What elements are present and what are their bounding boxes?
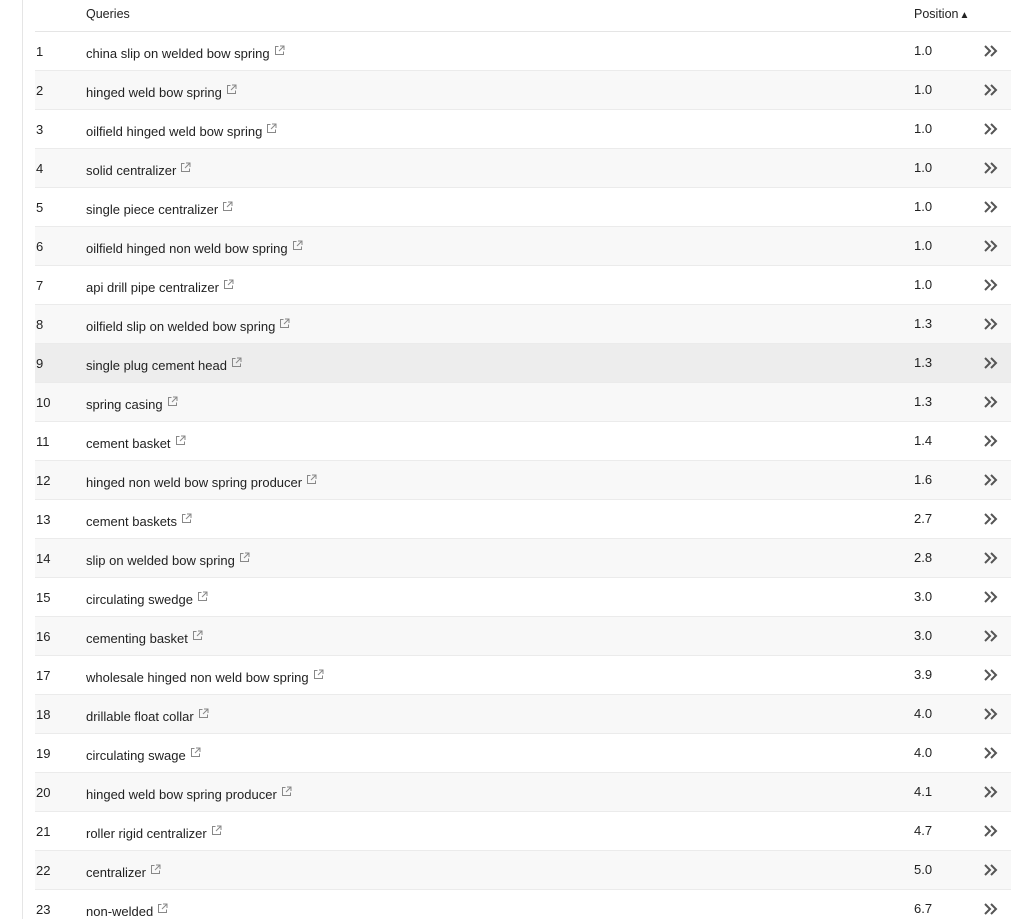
query-cell [86, 122, 277, 139]
external-link-icon[interactable] [150, 863, 161, 874]
double-chevron-right-icon[interactable] [982, 278, 1000, 292]
position-value: 1.0 [914, 277, 933, 292]
table-row[interactable] [35, 851, 1011, 890]
double-chevron-right-icon[interactable] [982, 824, 1000, 838]
external-link-icon[interactable] [313, 668, 324, 679]
external-link-icon[interactable] [192, 629, 203, 640]
query-text: centralizer [86, 865, 146, 880]
external-link-icon[interactable] [223, 278, 234, 289]
query-text: oilfield hinged weld bow spring [86, 124, 263, 139]
double-chevron-right-icon[interactable] [982, 200, 1000, 214]
query-cell [86, 161, 191, 178]
position-header-label: Position [914, 7, 959, 21]
row-index: 7 [36, 278, 44, 293]
row-index: 22 [36, 863, 51, 878]
double-chevron-right-icon[interactable] [982, 746, 1000, 760]
double-chevron-right-icon[interactable] [982, 551, 1000, 565]
position-value: 4.0 [914, 706, 933, 721]
row-index: 18 [36, 707, 51, 722]
table-row[interactable] [35, 227, 1011, 266]
double-chevron-right-icon[interactable] [982, 629, 1000, 643]
queries-column-header: Queries [86, 7, 130, 21]
external-link-icon[interactable] [292, 239, 303, 250]
table-row[interactable] [35, 383, 1011, 422]
query-cell [86, 239, 303, 256]
external-link-icon[interactable] [279, 317, 290, 328]
table-row[interactable] [35, 890, 1011, 919]
external-link-icon[interactable] [211, 824, 222, 835]
table-row[interactable] [35, 110, 1011, 149]
position-value: 1.0 [914, 82, 933, 97]
external-link-icon[interactable] [222, 200, 233, 211]
row-index: 21 [36, 824, 51, 839]
query-text: single plug cement head [86, 358, 227, 373]
row-index: 15 [36, 590, 51, 605]
external-link-icon[interactable] [181, 512, 192, 523]
row-index: 8 [36, 317, 44, 332]
double-chevron-right-icon[interactable] [982, 239, 1000, 253]
double-chevron-right-icon[interactable] [982, 473, 1000, 487]
external-link-icon[interactable] [274, 44, 285, 55]
table-row[interactable] [35, 461, 1011, 500]
query-cell [86, 44, 285, 61]
row-index: 14 [36, 551, 51, 566]
table-row[interactable] [35, 305, 1011, 344]
query-cell [86, 434, 186, 451]
double-chevron-right-icon[interactable] [982, 395, 1000, 409]
external-link-icon[interactable] [157, 902, 168, 913]
table-row[interactable] [35, 71, 1011, 110]
query-text: hinged weld bow spring [86, 85, 222, 100]
double-chevron-right-icon[interactable] [982, 707, 1000, 721]
position-value: 1.0 [914, 43, 933, 58]
query-cell [86, 473, 317, 490]
query-cell [86, 902, 168, 919]
row-index: 6 [36, 239, 44, 254]
query-cell [86, 356, 242, 373]
external-link-icon[interactable] [281, 785, 292, 796]
double-chevron-right-icon[interactable] [982, 44, 1000, 58]
row-index: 2 [36, 83, 44, 98]
position-value: 1.3 [914, 355, 933, 370]
position-value: 4.1 [914, 784, 933, 799]
row-index: 4 [36, 161, 44, 176]
double-chevron-right-icon[interactable] [982, 512, 1000, 526]
row-index: 12 [36, 473, 51, 488]
external-link-icon[interactable] [197, 590, 208, 601]
position-value: 1.0 [914, 238, 933, 253]
position-value: 2.7 [914, 511, 933, 526]
external-link-icon[interactable] [190, 746, 201, 757]
double-chevron-right-icon[interactable] [982, 83, 1000, 97]
table-row[interactable] [35, 578, 1011, 617]
table-row[interactable] [35, 344, 1011, 383]
query-text: roller rigid centralizer [86, 826, 207, 841]
position-value: 3.9 [914, 667, 933, 682]
double-chevron-right-icon[interactable] [982, 356, 1000, 370]
row-index: 9 [36, 356, 44, 371]
query-cell [86, 863, 161, 880]
table-row[interactable] [35, 773, 1011, 812]
query-text: drillable float collar [86, 709, 194, 724]
queries-table [35, 0, 1011, 919]
row-index: 20 [36, 785, 51, 800]
table-row[interactable] [35, 266, 1011, 305]
query-cell [86, 200, 233, 217]
table-body [35, 32, 1011, 919]
table-row[interactable] [35, 812, 1011, 851]
query-text: spring casing [86, 397, 163, 412]
position-value: 1.0 [914, 160, 933, 175]
external-link-icon[interactable] [226, 83, 237, 94]
table-row[interactable] [35, 149, 1011, 188]
table-row[interactable] [35, 188, 1011, 227]
row-index: 17 [36, 668, 51, 683]
double-chevron-right-icon[interactable] [982, 785, 1000, 799]
row-index: 3 [36, 122, 44, 137]
double-chevron-right-icon[interactable] [982, 590, 1000, 604]
position-value: 1.6 [914, 472, 933, 487]
position-value: 4.0 [914, 745, 933, 760]
query-text: oilfield slip on welded bow spring [86, 319, 276, 334]
left-divider [22, 0, 23, 919]
double-chevron-right-icon[interactable] [982, 122, 1000, 136]
position-value: 1.4 [914, 433, 933, 448]
double-chevron-right-icon[interactable] [982, 161, 1000, 175]
double-chevron-right-icon[interactable] [982, 668, 1000, 682]
external-link-icon[interactable] [198, 707, 209, 718]
table-row[interactable] [35, 617, 1011, 656]
external-link-icon[interactable] [306, 473, 317, 484]
external-link-icon[interactable] [239, 551, 250, 562]
query-cell [86, 395, 178, 412]
double-chevron-right-icon[interactable] [982, 863, 1000, 877]
double-chevron-right-icon[interactable] [982, 434, 1000, 448]
external-link-icon[interactable] [180, 161, 191, 172]
query-cell [86, 590, 208, 607]
table-row[interactable] [35, 656, 1011, 695]
sort-ascending-icon: ▲ [959, 10, 970, 21]
position-value: 1.3 [914, 316, 933, 331]
query-text: cementing basket [86, 631, 188, 646]
position-value: 1.0 [914, 199, 933, 214]
query-cell [86, 278, 234, 295]
query-cell [86, 83, 237, 100]
external-link-icon[interactable] [231, 356, 242, 367]
query-cell [86, 629, 203, 646]
query-text: non-welded [86, 904, 154, 919]
position-value: 3.0 [914, 628, 933, 643]
table-row[interactable] [35, 539, 1011, 578]
query-text: slip on welded bow spring [86, 553, 235, 568]
table-row[interactable] [35, 695, 1011, 734]
table-row[interactable] [35, 734, 1011, 773]
position-value: 5.0 [914, 862, 933, 877]
query-cell [86, 785, 292, 802]
query-cell [86, 551, 250, 568]
external-link-icon[interactable] [167, 395, 178, 406]
position-column-header[interactable] [914, 7, 969, 21]
double-chevron-right-icon[interactable] [982, 317, 1000, 331]
table-row[interactable] [35, 500, 1011, 539]
row-index: 13 [36, 512, 51, 527]
table-row[interactable] [35, 422, 1011, 461]
double-chevron-right-icon[interactable] [982, 902, 1000, 916]
row-index: 10 [36, 395, 51, 410]
query-cell [86, 824, 222, 841]
query-text: hinged weld bow spring producer [86, 787, 277, 802]
query-text: wholesale hinged non weld bow spring [86, 670, 309, 685]
table-header [35, 0, 1011, 32]
query-text: api drill pipe centralizer [86, 280, 219, 295]
query-text: single piece centralizer [86, 202, 219, 217]
position-value: 2.8 [914, 550, 933, 565]
position-value: 1.0 [914, 121, 933, 136]
query-cell [86, 746, 201, 763]
query-text: cement baskets [86, 514, 178, 529]
query-text: hinged non weld bow spring producer [86, 475, 303, 490]
query-text: china slip on welded bow spring [86, 46, 270, 61]
query-text: circulating swage [86, 748, 186, 763]
query-cell [86, 317, 290, 334]
row-index: 1 [36, 44, 44, 59]
query-text: oilfield hinged non weld bow spring [86, 241, 288, 256]
query-cell [86, 668, 324, 685]
row-index: 23 [36, 902, 51, 917]
row-index: 5 [36, 200, 44, 215]
query-text: circulating swedge [86, 592, 193, 607]
query-cell [86, 512, 192, 529]
position-value: 1.3 [914, 394, 933, 409]
position-value: 4.7 [914, 823, 933, 838]
row-index: 19 [36, 746, 51, 761]
position-value: 3.0 [914, 589, 933, 604]
query-text: solid centralizer [86, 163, 177, 178]
query-cell [86, 707, 209, 724]
row-index: 11 [36, 434, 50, 449]
external-link-icon[interactable] [266, 122, 277, 133]
position-value: 6.7 [914, 901, 933, 916]
query-text: cement basket [86, 436, 171, 451]
external-link-icon[interactable] [175, 434, 186, 445]
table-row[interactable] [35, 32, 1011, 71]
row-index: 16 [36, 629, 51, 644]
